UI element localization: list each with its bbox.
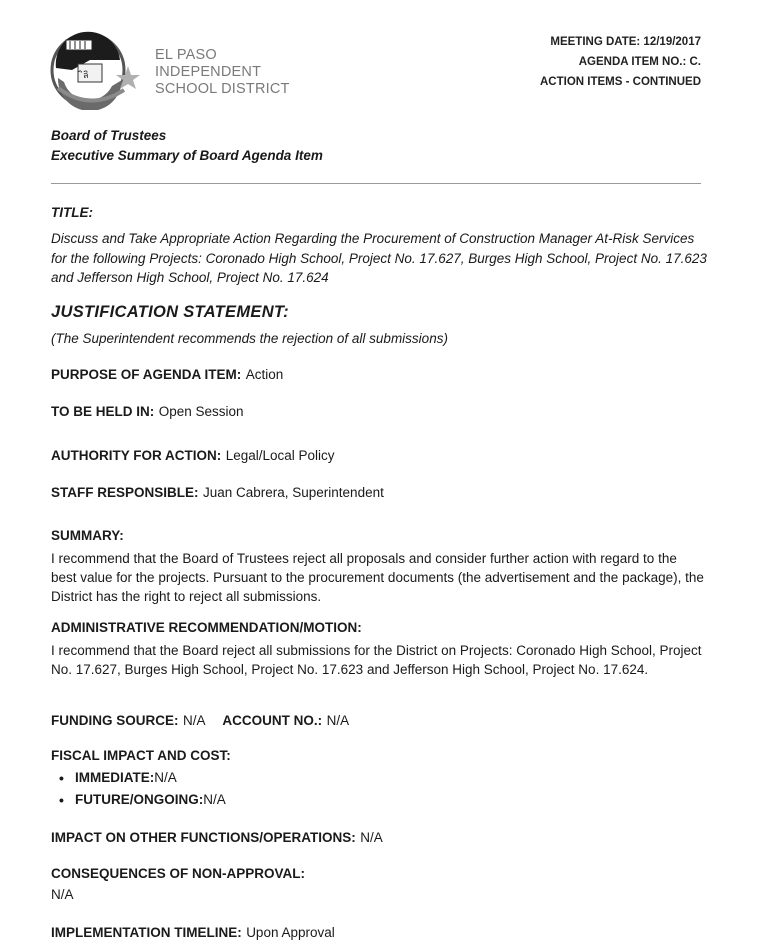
purpose-label: PURPOSE OF AGENDA ITEM: <box>51 367 242 382</box>
district-logo <box>50 30 146 110</box>
recommendation-text: I recommend that the Board reject all submissions for the District on Projects: Coronado High School, Project No. 17.627, Burges High School, Project No. 17.623 and Jefferson High School, Project No. 17.624. <box>51 643 702 677</box>
title-label: TITLE: <box>51 205 93 220</box>
document-heading <box>51 126 323 166</box>
held-in-label: TO BE HELD IN: <box>51 404 155 419</box>
fiscal-item-label: IMMEDIATE: <box>75 770 155 785</box>
logo-line-1: EL PASO <box>155 47 217 63</box>
agenda-item-no: AGENDA ITEM NO.: C. <box>578 56 701 68</box>
title-text: Discuss and Take Appropriate Action Regarding the Procurement of Construction Manager At-Risk Services for the following Projects: Coronado High School, Project No. 17.627, Burges High School, Project No. 17.623 and Jefferson High School, Project No. 17.624 <box>51 231 707 285</box>
timeline-label: IMPLEMENTATION TIMELINE: <box>51 925 242 940</box>
timeline-row <box>51 924 335 942</box>
board-name: Board of Trustees <box>51 128 167 143</box>
fiscal-item-immediate <box>55 767 226 789</box>
district-seal-icon <box>50 30 146 110</box>
impact-value: N/A <box>360 830 383 845</box>
divider <box>51 183 701 184</box>
impact-label: IMPACT ON OTHER FUNCTIONS/OPERATIONS: <box>51 830 356 845</box>
consequences-label: CONSEQUENCES OF NON-APPROVAL: <box>51 866 306 881</box>
justification-label: JUSTIFICATION STATEMENT: <box>51 303 289 321</box>
fiscal-item-value: N/A <box>154 770 177 785</box>
impact-row <box>51 829 383 847</box>
funding-row <box>51 712 349 730</box>
account-no-value: N/A <box>326 713 350 728</box>
staff-label: STAFF RESPONSIBLE: <box>51 485 199 500</box>
agenda-section: ACTION ITEMS - CONTINUED <box>540 76 701 88</box>
account-no-label: ACCOUNT NO.: <box>222 713 323 728</box>
summary-text: I recommend that the Board of Trustees reject all proposals and consider further action with regard to the best value for the projects. Pursuant to the procurement documents (the advertisement and the package), the District has the right to reject all submissions. <box>51 551 704 604</box>
purpose-value: Action <box>245 367 284 382</box>
funding-source-label: FUNDING SOURCE: <box>51 713 179 728</box>
purpose-row <box>51 366 283 384</box>
fiscal-label: FISCAL IMPACT AND COST: <box>51 748 231 763</box>
recommendation-label: ADMINISTRATIVE RECOMMENDATION/MOTION: <box>51 620 362 635</box>
consequences-value: N/A <box>51 887 74 902</box>
svg-text:ิลิ: ิลิ <box>83 71 89 81</box>
funding-source-value: N/A <box>182 713 206 728</box>
summary-label: SUMMARY: <box>51 528 124 543</box>
staff-row <box>51 484 384 502</box>
fiscal-list <box>55 767 226 811</box>
authority-label: AUTHORITY FOR ACTION: <box>51 448 222 463</box>
fiscal-item-future <box>55 789 226 811</box>
document-type: Executive Summary of Board Agenda Item <box>51 148 323 163</box>
held-in-row <box>51 403 244 421</box>
authority-value: Legal/Local Policy <box>225 448 335 463</box>
fiscal-item-label: FUTURE/ONGOING: <box>75 792 204 807</box>
fiscal-item-value: N/A <box>203 792 226 807</box>
meeting-date: MEETING DATE: 12/19/2017 <box>550 36 701 48</box>
meeting-meta <box>540 32 701 92</box>
staff-value: Juan Cabrera, Superintendent <box>202 485 384 500</box>
authority-row <box>51 447 335 465</box>
justification-text: (The Superintendent recommends the rejection of all submissions) <box>51 331 448 346</box>
held-in-value: Open Session <box>158 404 244 419</box>
timeline-value: Upon Approval <box>246 925 335 940</box>
logo-line-2: INDEPENDENT <box>155 64 262 80</box>
logo-line-3: SCHOOL DISTRICT <box>155 81 290 97</box>
district-name <box>155 47 290 98</box>
